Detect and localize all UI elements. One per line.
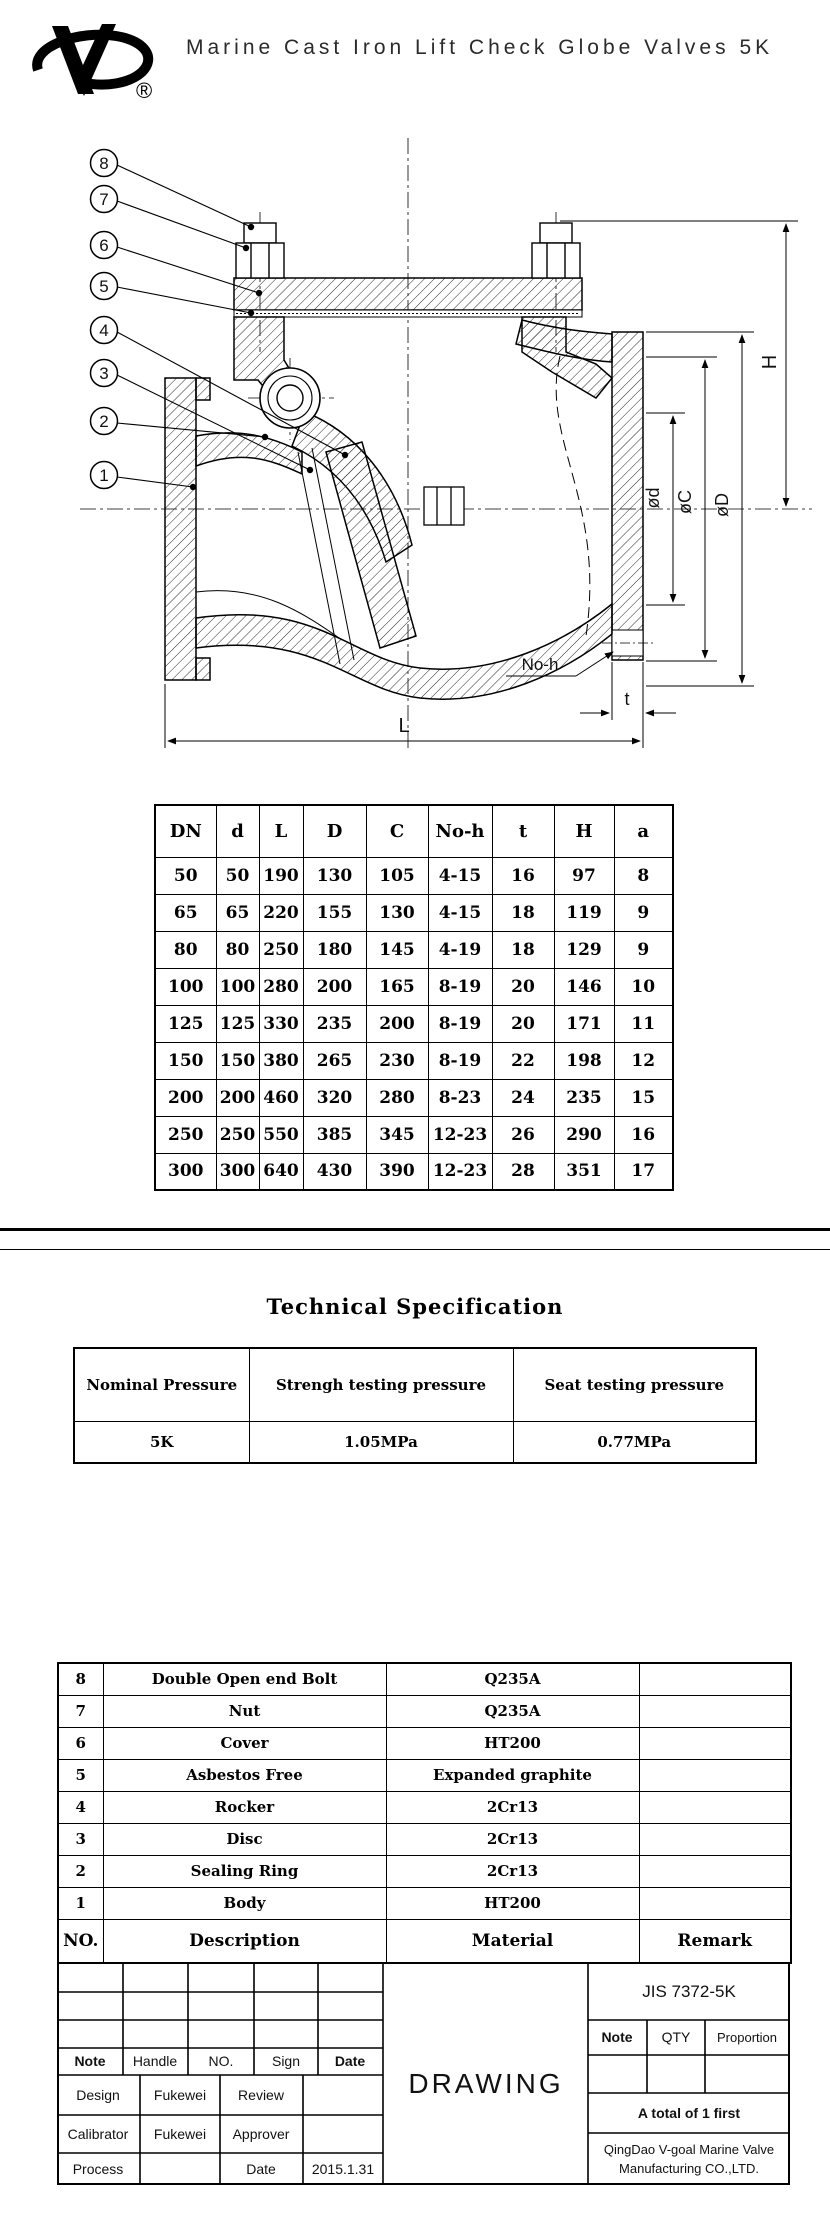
part-description: Asbestos Free — [103, 1759, 386, 1791]
part-description: Double Open end Bolt — [103, 1663, 386, 1695]
col-header: C — [366, 805, 428, 857]
part-row — [58, 1855, 791, 1887]
spec-header: Seat testing pressure — [513, 1348, 756, 1421]
title-block — [57, 1962, 790, 2185]
dim-label-H: H — [759, 354, 781, 370]
part-no: 2 — [58, 1855, 103, 1887]
part-no: 8 — [58, 1663, 103, 1695]
part-remark — [639, 1759, 791, 1791]
part-no: 1 — [58, 1887, 103, 1919]
part-remark — [639, 1663, 791, 1695]
internal-passage — [556, 356, 590, 636]
cell: 15 — [614, 1079, 673, 1116]
cell: 17 — [614, 1153, 673, 1190]
cell: 200 — [155, 1079, 216, 1116]
spec-section-title: Technical Specification — [266, 1294, 564, 1319]
cell: 250 — [259, 931, 303, 968]
part-description: Body — [103, 1887, 386, 1919]
cell: 97 — [554, 857, 614, 894]
table-row — [155, 1042, 673, 1079]
cell: 8-19 — [428, 1042, 492, 1079]
part-no: 4 — [58, 1791, 103, 1823]
cell: 4-19 — [428, 931, 492, 968]
cell: 430 — [303, 1153, 366, 1190]
cell: 125 — [216, 1005, 259, 1042]
valve-drawing — [0, 0, 830, 780]
part-description: Cover — [103, 1727, 386, 1759]
spec-value-row — [74, 1421, 756, 1463]
parts-col-material: Material — [386, 1919, 639, 1963]
cell: 26 — [492, 1116, 554, 1153]
cell: 12-23 — [428, 1153, 492, 1190]
cell: 250 — [155, 1116, 216, 1153]
date-col-label: Date — [334, 2053, 366, 2069]
cell: 12-23 — [428, 1116, 492, 1153]
sign-col-label: Sign — [271, 2053, 301, 2069]
design-label: Design — [76, 2087, 120, 2103]
outlet-flange — [612, 332, 643, 660]
cell: 320 — [303, 1079, 366, 1116]
table-row — [155, 1005, 673, 1042]
table-row — [155, 968, 673, 1005]
cell: 8 — [614, 857, 673, 894]
cell: 200 — [303, 968, 366, 1005]
dim-label-od: ød — [643, 487, 663, 509]
cell: 460 — [259, 1079, 303, 1116]
table-header-row — [155, 805, 673, 857]
cell: 235 — [554, 1079, 614, 1116]
cell: 150 — [155, 1042, 216, 1079]
cell: 190 — [259, 857, 303, 894]
callout-1: 1 — [99, 466, 109, 485]
part-description: Rocker — [103, 1791, 386, 1823]
parts-table — [57, 1662, 792, 1964]
proportion-header: Proportion — [717, 2030, 777, 2045]
cell: 20 — [492, 968, 554, 1005]
no-col-label: NO. — [208, 2053, 234, 2069]
cell: 65 — [216, 894, 259, 931]
cell: 150 — [216, 1042, 259, 1079]
cell: 18 — [492, 931, 554, 968]
cell: 230 — [366, 1042, 428, 1079]
cell: 65 — [155, 894, 216, 931]
cell: 9 — [614, 931, 673, 968]
separator-thin — [0, 1249, 830, 1250]
cell: 8-19 — [428, 968, 492, 1005]
cell: 20 — [492, 1005, 554, 1042]
part-remark — [639, 1695, 791, 1727]
title-block-text — [68, 1982, 777, 2177]
spec-value: 1.05MPa — [249, 1421, 513, 1463]
part-row — [58, 1727, 791, 1759]
cell: 165 — [366, 968, 428, 1005]
cell: 198 — [554, 1042, 614, 1079]
cell: 300 — [155, 1153, 216, 1190]
spec-header: Strengh testing pressure — [249, 1348, 513, 1421]
cell: 16 — [614, 1116, 673, 1153]
col-header: a — [614, 805, 673, 857]
callout-3: 3 — [99, 364, 109, 383]
qty-header: QTY — [661, 2029, 691, 2045]
col-header: t — [492, 805, 554, 857]
callout-8: 8 — [99, 154, 109, 173]
dim-label-t: t — [624, 689, 630, 709]
part-material: HT200 — [386, 1887, 639, 1919]
cell: 100 — [216, 968, 259, 1005]
cell: 220 — [259, 894, 303, 931]
part-remark — [639, 1823, 791, 1855]
part-material: 2Cr13 — [386, 1823, 639, 1855]
part-row — [58, 1663, 791, 1695]
part-remark — [639, 1791, 791, 1823]
cell: 250 — [216, 1116, 259, 1153]
hinge-pin — [260, 368, 320, 428]
part-row — [58, 1823, 791, 1855]
cell: 280 — [366, 1079, 428, 1116]
date-value: 2015.1.31 — [311, 2161, 375, 2177]
cell: 351 — [554, 1153, 614, 1190]
part-description: Sealing Ring — [103, 1855, 386, 1887]
cell: 9 — [614, 894, 673, 931]
company-name-line1: QingDao V-goal Marine Valve — [603, 2142, 775, 2157]
part-remark — [639, 1727, 791, 1759]
cell: 180 — [303, 931, 366, 968]
callout-7: 7 — [99, 190, 109, 209]
cell: 200 — [366, 1005, 428, 1042]
note-header: Note — [601, 2029, 633, 2045]
cell: 345 — [366, 1116, 428, 1153]
part-row — [58, 1695, 791, 1727]
callout-4: 4 — [99, 321, 109, 340]
cell: 129 — [554, 931, 614, 968]
part-material: Q235A — [386, 1695, 639, 1727]
approver-label: Approver — [232, 2126, 290, 2142]
valve-body-section — [165, 223, 656, 699]
dim-label-oD: øD — [712, 493, 732, 517]
cell: 28 — [492, 1153, 554, 1190]
callout-2: 2 — [99, 412, 109, 431]
cell: 280 — [259, 968, 303, 1005]
note-col-label: Note — [74, 2053, 106, 2069]
design-name: Fukewei — [153, 2087, 207, 2103]
cell: 119 — [554, 894, 614, 931]
spec-header: Nominal Pressure — [74, 1348, 249, 1421]
part-material: HT200 — [386, 1727, 639, 1759]
inlet-flange — [165, 378, 196, 680]
cell: 4-15 — [428, 894, 492, 931]
cell: 640 — [259, 1153, 303, 1190]
cell: 385 — [303, 1116, 366, 1153]
standard-number: JIS 7372-5K — [642, 1982, 736, 2001]
spec-table — [73, 1347, 757, 1464]
cell: 171 — [554, 1005, 614, 1042]
cell: 8-23 — [428, 1079, 492, 1116]
spec-value: 0.77MPa — [513, 1421, 756, 1463]
part-description: Nut — [103, 1695, 386, 1727]
cell: 146 — [554, 968, 614, 1005]
dim-label-oC: øC — [675, 490, 695, 514]
part-row — [58, 1759, 791, 1791]
cell: 8-19 — [428, 1005, 492, 1042]
cell: 125 — [155, 1005, 216, 1042]
col-header: H — [554, 805, 614, 857]
company-name-line2: Manufacturing CO.,LTD. — [619, 2161, 759, 2176]
cell: 4-15 — [428, 857, 492, 894]
cell: 550 — [259, 1116, 303, 1153]
logo-registered-mark: ® — [136, 78, 153, 102]
calibrator-label: Calibrator — [67, 2126, 129, 2142]
table-row — [155, 1116, 673, 1153]
part-no: 6 — [58, 1727, 103, 1759]
cell: 145 — [366, 931, 428, 968]
disc-nut — [424, 487, 464, 525]
col-header: D — [303, 805, 366, 857]
spec-header-row — [74, 1348, 756, 1421]
page-title: Marine Cast Iron Lift Check Globe Valves 5K — [186, 36, 774, 59]
cell: 200 — [216, 1079, 259, 1116]
dim-label-L: L — [398, 715, 410, 737]
cell: 50 — [155, 857, 216, 894]
drawing-title: DRAWING — [408, 2068, 564, 2099]
col-header: L — [259, 805, 303, 857]
table-row — [155, 1079, 673, 1116]
cell: 100 — [155, 968, 216, 1005]
cell: 12 — [614, 1042, 673, 1079]
part-remark — [639, 1855, 791, 1887]
cell: 300 — [216, 1153, 259, 1190]
parts-col-remark: Remark — [639, 1919, 791, 1963]
dim-label-noh: No-h — [521, 655, 559, 674]
part-no: 7 — [58, 1695, 103, 1727]
cell: 24 — [492, 1079, 554, 1116]
cell: 80 — [155, 931, 216, 968]
calibrator-name: Fukewei — [153, 2126, 207, 2142]
table-row — [155, 1153, 673, 1190]
sheet-total: A total of 1 first — [637, 2105, 741, 2121]
part-remark — [639, 1887, 791, 1919]
callout-6: 6 — [99, 236, 109, 255]
date-label: Date — [246, 2161, 276, 2177]
cover-bolt-left — [236, 223, 284, 278]
dimension-table — [154, 804, 674, 1191]
cell: 22 — [492, 1042, 554, 1079]
cell: 390 — [366, 1153, 428, 1190]
callout-5: 5 — [99, 277, 109, 296]
cell: 155 — [303, 894, 366, 931]
cover-bolt-right — [532, 223, 580, 278]
cell: 16 — [492, 857, 554, 894]
cell: 11 — [614, 1005, 673, 1042]
part-description: Disc — [103, 1823, 386, 1855]
part-material: Q235A — [386, 1663, 639, 1695]
table-row — [155, 894, 673, 931]
spec-value: 5K — [74, 1421, 249, 1463]
cell: 330 — [259, 1005, 303, 1042]
cell: 105 — [366, 857, 428, 894]
cover-plate — [234, 278, 582, 310]
review-label: Review — [238, 2087, 284, 2103]
parts-col-description: Description — [103, 1919, 386, 1963]
cell: 50 — [216, 857, 259, 894]
parts-col-no: NO. — [58, 1919, 103, 1963]
col-header: DN — [155, 805, 216, 857]
part-material: 2Cr13 — [386, 1855, 639, 1887]
part-row — [58, 1887, 791, 1919]
table-row — [155, 931, 673, 968]
table-row — [155, 857, 673, 894]
part-row — [58, 1791, 791, 1823]
part-material: Expanded graphite — [386, 1759, 639, 1791]
parts-header-row — [58, 1919, 791, 1963]
cell: 10 — [614, 968, 673, 1005]
cell: 265 — [303, 1042, 366, 1079]
separator-thick — [0, 1228, 830, 1231]
handle-col-label: Handle — [132, 2053, 178, 2069]
body-upper-wall — [196, 433, 302, 474]
cell: 235 — [303, 1005, 366, 1042]
cell: 18 — [492, 894, 554, 931]
cell: 130 — [366, 894, 428, 931]
part-no: 3 — [58, 1823, 103, 1855]
cell: 80 — [216, 931, 259, 968]
col-header: No-h — [428, 805, 492, 857]
cell: 290 — [554, 1116, 614, 1153]
cell: 130 — [303, 857, 366, 894]
process-label: Process — [72, 2161, 124, 2177]
cell: 380 — [259, 1042, 303, 1079]
part-no: 5 — [58, 1759, 103, 1791]
part-material: 2Cr13 — [386, 1791, 639, 1823]
col-header: d — [216, 805, 259, 857]
